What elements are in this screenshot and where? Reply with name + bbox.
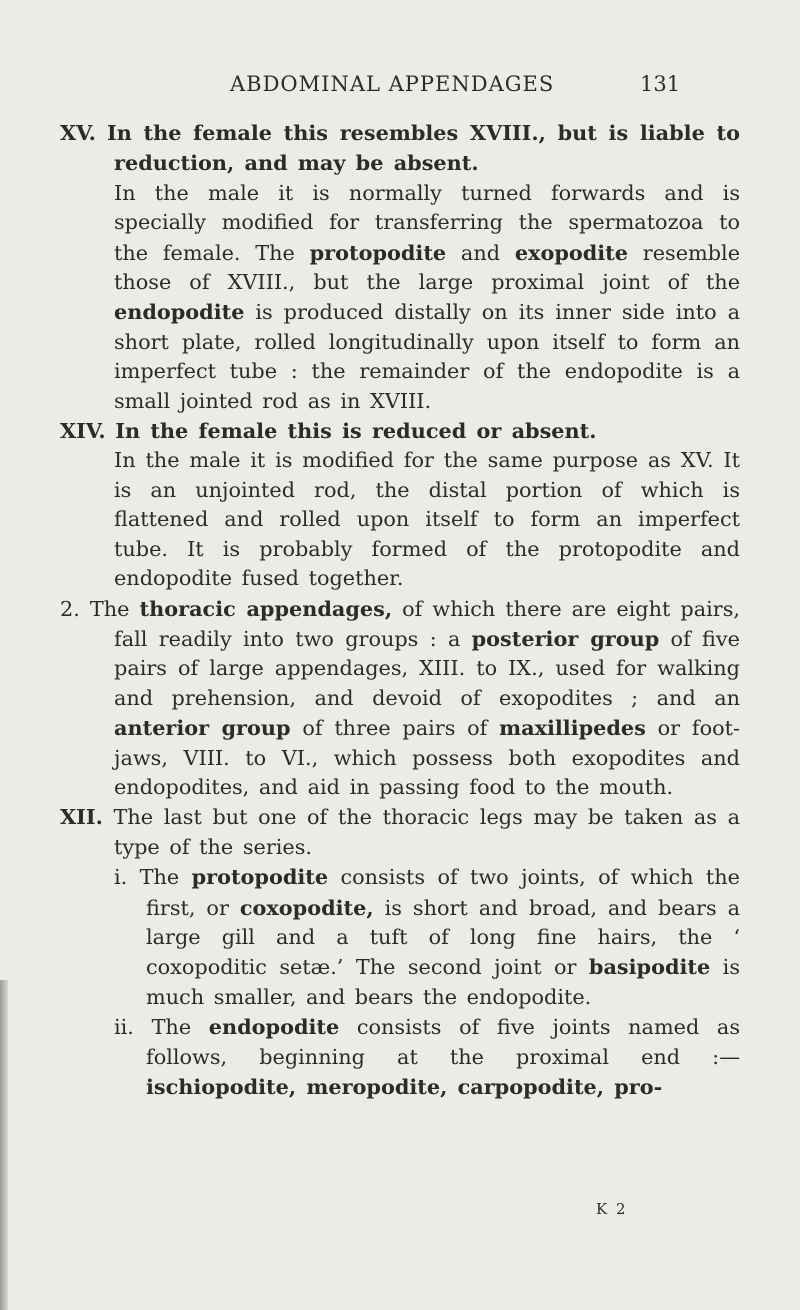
- text: consists of five joints named as follows, beginning at the proximal end :—: [146, 1015, 740, 1069]
- paragraph-2: [60, 594, 740, 803]
- text: consists of two joints, of which the first, or: [146, 865, 740, 920]
- paragraph-xv-male: [60, 179, 740, 416]
- section-label-xii: XII.: [60, 804, 103, 830]
- text-xv-female: In the female this resembles XVIII., but is liable to reduction, and may be absent.: [106, 120, 740, 176]
- text-xiv-female: In the female this is reduced or absent.: [115, 418, 597, 444]
- signature-mark: K 2: [596, 1200, 628, 1218]
- term: thoracic appendages,: [139, 595, 393, 621]
- paragraph-xiv: [60, 416, 740, 446]
- paragraph-ii: [60, 1012, 740, 1102]
- body-text: [60, 118, 740, 1102]
- term: endopodite: [114, 299, 245, 325]
- text: In the male it is normally turned forwards and is specially modified for transferring the spermatozoa to the female. The: [114, 180, 740, 265]
- page-edge-shadow: [0, 980, 8, 1310]
- running-head: ABDOMINAL APPENDAGES: [230, 72, 555, 96]
- term: maxillipedes: [499, 715, 646, 741]
- section-label-xiv: XIV.: [60, 418, 106, 444]
- text: of which there are eight pairs, fall readily into two groups : a: [114, 596, 740, 651]
- item-label-ii: ii.: [114, 1015, 134, 1040]
- text: The: [139, 865, 192, 890]
- page-header: [0, 72, 800, 102]
- section-label-2: 2.: [60, 596, 80, 621]
- paragraph-xii: [60, 802, 740, 862]
- text: or foot-jaws, VIII. to VI., which possess both exopodites and endopodites, and aid in passing food to the mouth.: [114, 716, 740, 799]
- text: is short and broad, and bears a large gill and a tuft of long fine hairs, the ‘ coxopoditic setæ.’ The second joint or: [146, 895, 741, 980]
- text: and: [446, 240, 515, 265]
- term: protopodite: [309, 239, 447, 265]
- text: In the male it is modified for the same purpose as XV. It is an unjointed rod, the distal portion of which is flattened and rolled upon itself to form an imperfect tube. It is probably formed of the protopodite and endopodite fused together.: [114, 448, 740, 591]
- term: coxopodite,: [239, 894, 374, 920]
- text: is much smaller, and bears the endopodite.: [146, 955, 741, 1009]
- paragraph-xiv-male: [60, 446, 740, 593]
- term: endopodite: [208, 1014, 340, 1040]
- paragraph-xv: [60, 118, 740, 179]
- text: The: [151, 1015, 209, 1040]
- term: exopodite: [514, 239, 629, 265]
- page-number: 131: [640, 72, 681, 96]
- text: resemble those of XVIII., but the large proximal joint of the: [114, 240, 740, 295]
- term: posterior group: [471, 625, 660, 651]
- text: is produced distally on its inner side into a short plate, rolled longitudinally upon itself to form an imperfect tube : the remainder of the endopodite is a small jointed rod as in XVIII.: [114, 300, 740, 413]
- section-label-xv: XV.: [60, 120, 96, 145]
- term: basipodite: [588, 954, 711, 980]
- text: of three pairs of: [290, 716, 500, 741]
- text: The: [89, 596, 140, 621]
- text: The last but one of the thoracic legs may be taken as a type of the series.: [113, 805, 740, 859]
- paragraph-i: [60, 862, 740, 1012]
- term-list: ischiopodite, meropodite, carpopodite, pro-: [146, 1074, 663, 1099]
- term: protopodite: [191, 864, 329, 890]
- text: of five pairs of large appendages, XIII. to IX., used for walking and prehension, and devoid of exopodites ; and an: [114, 626, 740, 710]
- item-label-i: i.: [114, 865, 128, 890]
- term: anterior group: [114, 715, 291, 741]
